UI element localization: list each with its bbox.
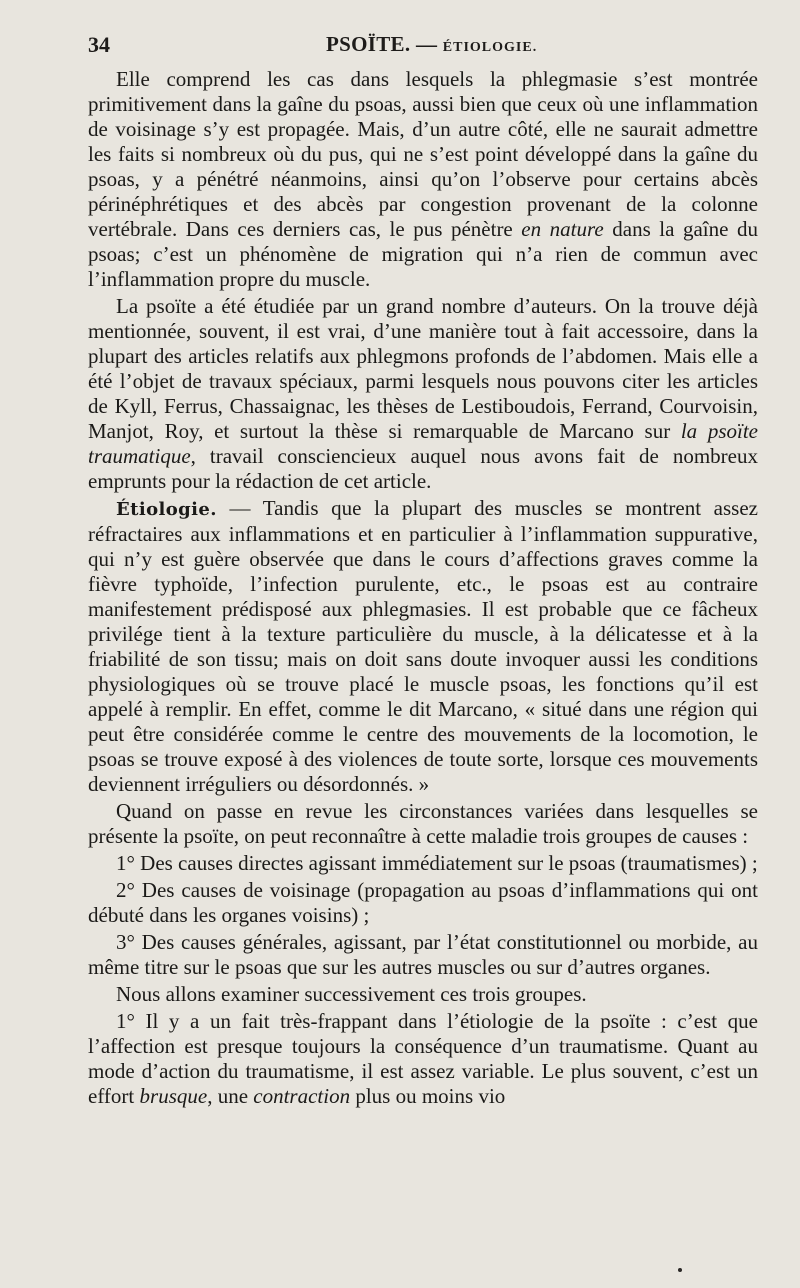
- running-title: [326, 32, 537, 57]
- paragraph: [88, 982, 758, 1007]
- paragraph: [88, 294, 758, 494]
- paragraph: [88, 799, 758, 849]
- italic-run: la psoïte traumatique: [88, 419, 758, 468]
- text-run: plus ou moins vio: [350, 1084, 506, 1108]
- paragraph: [88, 67, 758, 292]
- text-run: dans la gaîne du psoas; c’est un phénomène de migration qui n’a rien de commun avec l’inflammation propre du muscle.: [88, 217, 759, 291]
- text-run: , une: [207, 1084, 254, 1108]
- paragraph: [88, 878, 758, 928]
- italic-run: contraction: [253, 1084, 351, 1108]
- paragraph: [88, 851, 758, 876]
- text-run: 1° Il y a un fait très-frappant dans l’étiologie de la psoïte : c’est que l’affection est presque toujours la conséquence d’un traumatisme. Quant au mode d’action du traumatisme, il est assez variable. Le plus souvent, c’est un effort: [88, 1009, 758, 1108]
- paragraph: [88, 1009, 758, 1109]
- italic-run: en nature: [521, 217, 604, 241]
- text-run: Quand on passe en revue les circonstances variées dans lesquelles se présente la psoïte, on peut reconnaître à cette maladie trois groupes de causes :: [88, 799, 758, 848]
- running-header: [88, 32, 758, 60]
- text-run: 3° Des causes générales, agissant, par l’état constitutionnel ou morbide, au même titre sur le psoas que sur les autres muscles ou sur d’autres organes.: [88, 930, 758, 979]
- running-title-sub: ÉTIOLOGIE.: [442, 40, 538, 55]
- footer-dot: [678, 1268, 682, 1272]
- text-run: Nous allons examiner successivement ces trois groupes.: [116, 982, 587, 1006]
- italic-run: brusque: [139, 1084, 208, 1108]
- text-run: 1° Des causes directes agissant immédiatement sur le psoas (traumatismes) ;: [116, 851, 758, 875]
- running-title-main: PSOÏTE.: [326, 32, 411, 56]
- running-title-separator: —: [410, 32, 443, 56]
- paragraph: [88, 930, 758, 980]
- text-run: Elle comprend les cas dans lesquels la phlegmasie s’est montrée primitivement dans la gaîne du psoas, aussi bien que ceux où une inflammation de voisinage s’y est propagée. Mais, d’un autre côté, elle ne saurait admettre les faits si nombreux où du pus, qui ne s’est point développé dans la gaîne du psoas, y a pénétré néanmoins, ainsi qu’on l’observe pour certains abcès périnéphrétiques et des abcès par congestion provenant de la colonne vertébrale. Dans ces derniers cas, le pus pénètre: [88, 67, 758, 241]
- body-text: [88, 67, 758, 1109]
- paragraph: [88, 496, 758, 797]
- section-heading: Étiologie.: [116, 499, 217, 520]
- page-number: 34: [88, 32, 110, 57]
- text-run: , travail consciencieux auquel nous avons fait de nombreux emprunts pour la rédaction de cet article.: [88, 444, 758, 493]
- text-run: La psoïte a été étudiée par un grand nombre d’auteurs. On la trouve déjà mentionnée, souvent, il est vrai, d’une manière tout à fait accessoire, dans la plupart des articles relatifs aux phlegmons profonds de l’abdomen. Mais elle a été l’objet de travaux spéciaux, parmi lesquels nous pouvons citer les articles de Kyll, Ferrus, Chassaignac, les thèses de Lestiboudois, Ferrand, Courvoisin, Manjot, Roy, et surtout la thèse si remarquable de Marcano sur: [88, 294, 758, 443]
- text-run: 2° Des causes de voisinage (propagation au psoas d’inflammations qui ont débuté dans les organes voisins) ;: [88, 878, 758, 927]
- text-run: — Tandis que la plupart des muscles se montrent assez réfractaires aux inflammations et en particulier à l’inflammation suppurative, qui n’y est guère observée que dans le cours d’affections graves comme la fièvre typhoïde, l’infection purulente, etc., le psoas est au contraire manifestement prédisposé aux phlegmasies. Il est probable que ce fâcheux privilége tient à la texture particulière du muscle, à la délicatesse et à la friabilité de son tissu; mais on doit sans doute invoquer aussi les conditions physiologiques où se trouve placé le muscle psoas, les fonctions qu’il est appelé à remplir. En effet, comme le dit Marcano, « situé dans une région qui peut être considérée comme le centre des mouvements de la locomotion, le psoas se trouve exposé à des violences de toute sorte, lorsque ces mouvements deviennent irréguliers ou désordonnés. »: [88, 496, 758, 796]
